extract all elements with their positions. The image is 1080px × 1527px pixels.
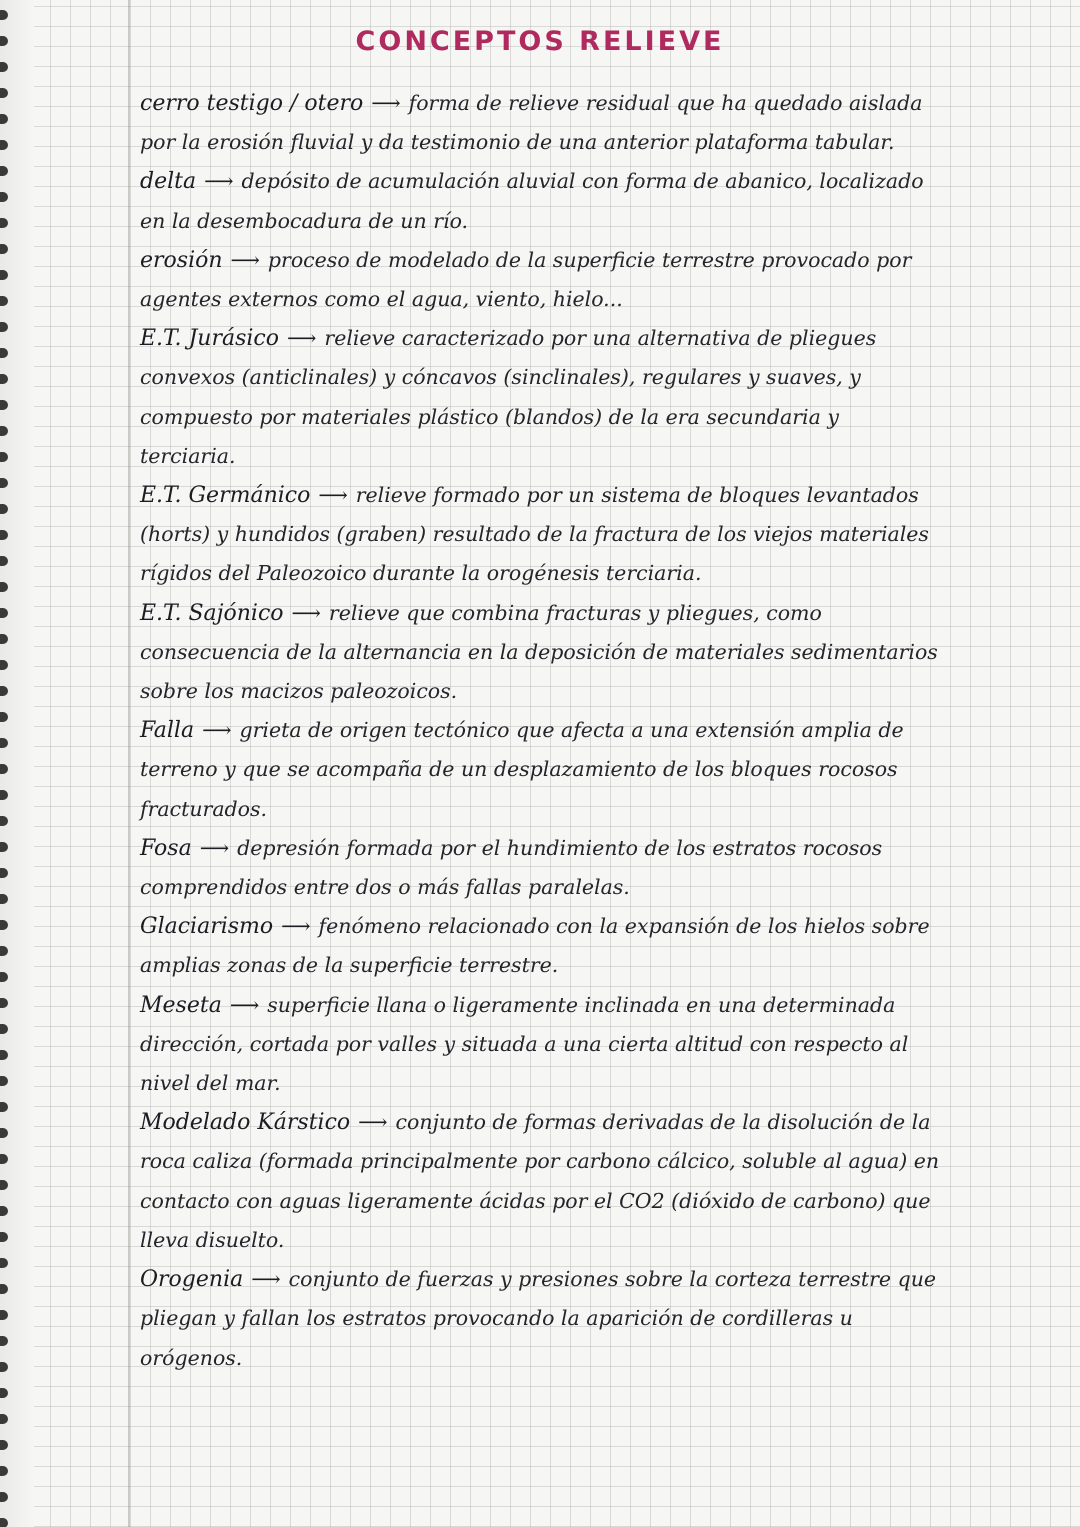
concept-definition: superficie llana o ligeramente inclinada en una determinada dirección, cortada por valles y situada a una cierta altitud con respecto al nivel del mar. [140, 992, 909, 1096]
binding-hole [0, 920, 8, 930]
binding-hole [0, 1206, 8, 1216]
arrow-icon: ⟶ [358, 1110, 388, 1135]
binding-hole [0, 1180, 8, 1190]
concept-definition: grieta de origen tectónico que afecta a una extensión amplia de terreno y que se acompaña de un desplazamiento de los bloques rocosos fracturados. [140, 718, 904, 821]
binding-hole [0, 764, 8, 774]
binding-hole [0, 608, 8, 618]
arrow-icon: ⟶ [371, 91, 401, 115]
binding-hole [0, 296, 8, 306]
concept-term: E.T. Sajónico [140, 600, 284, 626]
binding-hole [0, 244, 8, 254]
concept-term: Falla [140, 718, 195, 744]
margin-line [128, 0, 130, 1527]
binding-hole [0, 556, 8, 566]
arrow-icon: ⟶ [199, 835, 230, 860]
concept-entry [140, 241, 940, 319]
binding-hole [0, 1102, 8, 1112]
binding-hole [0, 712, 8, 722]
binding-hole [0, 426, 8, 436]
concept-term: Glaciarismo [140, 914, 274, 940]
binding-hole [0, 894, 8, 904]
binding-hole [0, 1128, 8, 1138]
binding-hole [0, 1154, 8, 1164]
concept-definition: conjunto de fuerzas y presiones sobre la corteza terrestre que pliegan y fallan los estratos provocando la aparición de cordilleras u orógenos. [140, 1267, 937, 1370]
arrow-icon: ⟶ [229, 992, 260, 1017]
binding-hole [0, 738, 8, 748]
binding-hole [0, 582, 8, 592]
concept-definition: relieve que combina fracturas y pliegues, como consecuencia de la alternancia en la deposición de materiales sedimentarios sobre los macizos paleozoicos. [140, 600, 938, 704]
binding-hole [0, 1232, 8, 1242]
binding-hole [0, 166, 8, 176]
binding-hole [0, 192, 8, 202]
spiral-binding [0, 0, 34, 1527]
concept-entry [140, 907, 940, 985]
concept-term: Orogenia [140, 1267, 244, 1293]
binding-hole [0, 686, 8, 696]
concept-entry [140, 1103, 940, 1260]
binding-hole [0, 62, 8, 72]
binding-hole [0, 530, 8, 540]
concept-entry [140, 1260, 940, 1378]
concept-term: Fosa [140, 835, 192, 861]
binding-hole [0, 1388, 8, 1398]
binding-hole [0, 660, 8, 670]
concept-term: E.T. Jurásico [140, 326, 279, 352]
arrow-icon: ⟶ [291, 600, 321, 625]
binding-hole [0, 1284, 8, 1294]
binding-hole [0, 634, 8, 644]
binding-hole [0, 1440, 8, 1450]
binding-hole [0, 452, 8, 462]
binding-hole [0, 1518, 8, 1527]
binding-hole [0, 1050, 8, 1060]
concept-entry [140, 711, 940, 829]
concept-definition: depósito de acumulación aluvial con forma de abanico, localizado en la desembocadura de un río. [140, 169, 924, 233]
binding-hole [0, 1414, 8, 1424]
concept-definition: relieve formado por un sistema de bloques levantados (horts) y hundidos (graben) resultado de la fractura de los viejos materiales rígidos del Paleozoico durante la orogénesis terciaria. [140, 483, 929, 586]
concept-term: E.T. Germánico [140, 483, 311, 509]
concept-definition: relieve caracterizado por una alternativa de pliegues convexos (anticlinales) y cóncavos (sinclinales), regulares y suaves, y compuesto por materiales plástico (blandos) de la era secundaria y terciaria. [140, 326, 877, 468]
binding-hole [0, 322, 8, 332]
page-title: CONCEPTOS RELIEVE [355, 26, 725, 57]
concept-term: Modelado Kárstico [140, 1110, 351, 1136]
concept-term: erosión [140, 247, 223, 273]
arrow-icon: ⟶ [318, 483, 348, 508]
binding-hole [0, 1336, 8, 1346]
binding-hole [0, 88, 8, 98]
concept-entry [140, 319, 940, 476]
binding-hole [0, 218, 8, 228]
arrow-icon: ⟶ [202, 718, 232, 743]
concept-definition: depresión formada por el hundimiento de los estratos rocosos comprendidos entre dos o más fallas paralelas. [140, 835, 883, 900]
concept-list [140, 84, 940, 1378]
binding-hole [0, 1310, 8, 1320]
binding-hole [0, 972, 8, 982]
concept-entry [140, 84, 940, 162]
binding-hole [0, 842, 8, 852]
concept-entry [140, 829, 940, 907]
concept-entry [140, 162, 940, 240]
binding-hole [0, 816, 8, 826]
binding-hole [0, 1466, 8, 1476]
binding-hole [0, 1362, 8, 1372]
concept-entry [140, 476, 940, 594]
binding-hole [0, 504, 8, 514]
concept-definition: conjunto de formas derivadas de la disolución de la roca caliza (formada principalmente por carbono cálcico, soluble al agua) en contacto con aguas ligeramente ácidas por el CO2 (dióxido de carbono) que lleva disuelto. [140, 1110, 940, 1252]
concept-entry [140, 594, 940, 712]
binding-hole [0, 868, 8, 878]
binding-hole [0, 478, 8, 488]
binding-hole [0, 348, 8, 358]
arrow-icon: ⟶ [281, 914, 311, 939]
binding-hole [0, 1076, 8, 1086]
arrow-icon: ⟶ [251, 1267, 281, 1292]
binding-hole [0, 140, 8, 150]
binding-hole [0, 1024, 8, 1034]
concept-definition: proceso de modelado de la superficie terrestre provocado por agentes externos como el agua, viento, hielo... [140, 247, 912, 312]
concept-entry [140, 986, 940, 1104]
arrow-icon: ⟶ [287, 326, 317, 351]
binding-hole [0, 114, 8, 124]
concept-term: Meseta [140, 992, 222, 1018]
binding-hole [0, 10, 8, 20]
binding-hole [0, 1492, 8, 1502]
arrow-icon: ⟶ [230, 247, 260, 272]
binding-hole [0, 270, 8, 280]
binding-hole [0, 946, 8, 956]
binding-hole [0, 998, 8, 1008]
concept-definition: fenómeno relacionado con la expansión de los hielos sobre amplias zonas de la superficie terrestre. [140, 914, 930, 978]
binding-hole [0, 1258, 8, 1268]
binding-hole [0, 400, 8, 410]
concept-term: cerro testigo / otero [140, 91, 364, 116]
concept-definition: forma de relieve residual que ha quedado aislada por la erosión fluvial y da testimonio de una anterior plataforma tabular. [140, 91, 923, 155]
binding-hole [0, 790, 8, 800]
binding-hole [0, 374, 8, 384]
arrow-icon: ⟶ [204, 169, 234, 194]
concept-term: delta [140, 169, 197, 195]
